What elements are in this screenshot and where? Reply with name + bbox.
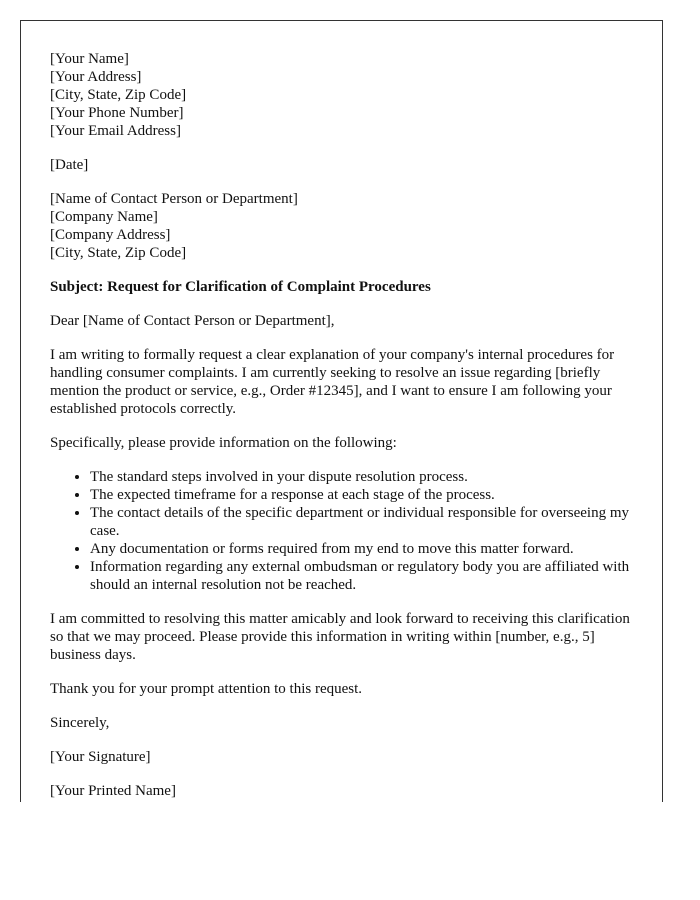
salutation: Dear [Name of Contact Person or Department],: [50, 313, 335, 329]
sender-phone: [Your Phone Number]: [50, 105, 184, 121]
body-paragraph-4: Thank you for your prompt attention to this request.: [50, 681, 363, 697]
closing: Sincerely,: [50, 715, 110, 731]
sender-address: [Your Address]: [50, 69, 142, 85]
sender-email: [Your Email Address]: [50, 123, 181, 139]
list-item: • The contact details of the specific department or individual responsible for overseeing my case.: [90, 504, 632, 540]
printed-name: [Your Printed Name]: [50, 783, 176, 799]
letter-page: [20, 20, 663, 802]
list-item: • The standard steps involved in your dispute resolution process.: [90, 468, 632, 486]
recipient-address: [Company Address]: [50, 227, 171, 243]
recipient-contact: [Name of Contact Person or Department]: [50, 191, 298, 207]
body-paragraph-3: I am committed to resolving this matter amicably and look forward to receiving this clarification so that we may proceed. Please provide this information in writing within [number, e.g., 5] business days.: [50, 611, 630, 663]
signature: [Your Signature]: [50, 749, 151, 765]
sender-block: [50, 50, 632, 140]
list-item: • Information regarding any external ombudsman or regulatory body you are affiliated with should an internal resolution not be reached.: [90, 558, 632, 594]
body-paragraph-2: Specifically, please provide information on the following:: [50, 435, 397, 451]
sender-name: [Your Name]: [50, 51, 129, 67]
sender-city: [City, State, Zip Code]: [50, 87, 187, 103]
recipient-city: [City, State, Zip Code]: [50, 245, 187, 261]
list-item: • Any documentation or forms required from my end to move this matter forward.: [90, 540, 632, 558]
date: [Date]: [50, 157, 89, 173]
recipient-block: [50, 190, 632, 262]
request-list: [50, 468, 632, 594]
recipient-company: [Company Name]: [50, 209, 158, 225]
body-paragraph-1: I am writing to formally request a clear explanation of your company's internal procedures for handling consumer complaints. I am currently seeking to resolve an issue regarding [briefly mention the product or service, e.g., Order #12345], and I want to ensure I am following your established protocols correctly.: [50, 347, 615, 417]
list-item: • The expected timeframe for a response at each stage of the process.: [90, 486, 632, 504]
subject-line: Subject: Request for Clarification of Complaint Procedures: [50, 279, 431, 295]
